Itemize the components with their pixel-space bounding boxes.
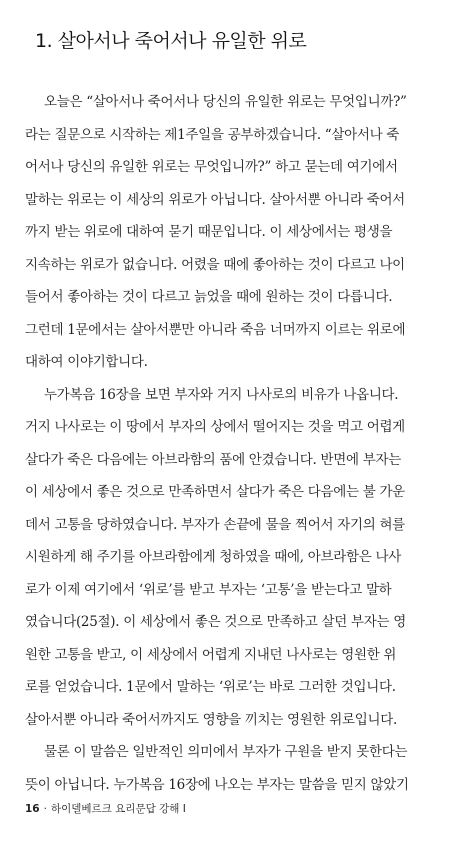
page-number: 16 [25,803,40,815]
paragraph-line: 대하여 이야기합니다. [25,354,148,370]
paragraph-line: 들어서 좋아하는 것이 다르고 늙었을 때에 원하는 것이 다릅니다. [25,289,393,305]
paragraph-line: 로를 얻었습니다. 1문에서 말하는 ‘위로’는 바로 그러한 것입니다. [25,679,396,695]
paragraph-line: 데서 고통을 당하였습니다. 부자가 손끝에 물을 찍어서 자기의 혀를 [25,516,405,533]
chapter-title: 1. 살아서나 죽어서나 유일한 위로 [35,30,307,52]
paragraph-line: 말하는 위로는 이 세상의 위로가 아닙니다. 살아서뿐 아니라 죽어서 [25,191,405,208]
paragraph-line: 지속하는 위로가 없습니다. 어렸을 때에 좋아하는 것이 다르고 나이 [25,256,405,273]
paragraph-line: 물론 이 말씀은 일반적인 의미에서 부자가 구원을 받지 못한다는 [44,744,408,760]
paragraph-line: 원한 고통을 받고, 이 세상에서 어렵게 지내던 나사로는 영원한 위 [25,646,397,663]
paragraph-line: 이 세상에서 좋은 것으로 만족하면서 살다가 죽은 다음에는 불 가운 [25,484,405,500]
body-text [25,86,450,801]
paragraph-line: 살다가 죽은 다음에는 아브라함의 품에 안겼습니다. 반면에 부자는 [25,451,401,468]
paragraph-line: 그런데 1문에서는 살아서뿐만 아니라 죽음 너머까지 이르는 위로에 [25,321,406,338]
paragraph-line: 뜻이 아닙니다. 누가복음 16장에 나오는 부자는 말씀을 믿지 않았기 [25,776,409,793]
paragraph-line: 어서나 당신의 유일한 위로는 무엇입니까?” 하고 묻는데 여기에서 [25,159,398,175]
paragraph-line: 누가복음 16장을 보면 부자와 거지 나사로의 비유가 나옵니다. [44,386,399,403]
page-footer [25,801,186,816]
book-title: 하이델베르크 요리문답 강해 I [50,803,186,815]
paragraph-line: 로가 이제 여기에서 ‘위로’를 받고 부자는 ‘고통’을 받는다고 말하 [25,581,392,598]
paragraph-line: 살아서뿐 아니라 죽어서까지도 영향을 끼치는 영원한 위로입니다. [25,711,397,728]
paragraph-line: 거지 나사로는 이 땅에서 부자의 상에서 떨어지는 것을 먹고 어렵게 [25,419,405,435]
paragraph-line: 오늘은 “살아서나 죽어서나 당신의 유일한 위로는 무엇입니까?” [44,94,407,110]
paragraph-line: 시원하게 해 주기를 아브라함에게 청하였을 때에, 아브라함은 나사 [25,549,401,565]
paragraph-line: 였습니다(25절). 이 세상에서 좋은 것으로 만족하고 살던 부자는 영 [25,614,406,630]
paragraph-line: 라는 질문으로 시작하는 제1주일을 공부하겠습니다. “살아서나 죽 [25,126,400,143]
footer-separator: · [43,803,47,815]
paragraph-line: 까지 받는 위로에 대하여 묻기 때문입니다. 이 세상에서는 평생을 [25,224,393,240]
